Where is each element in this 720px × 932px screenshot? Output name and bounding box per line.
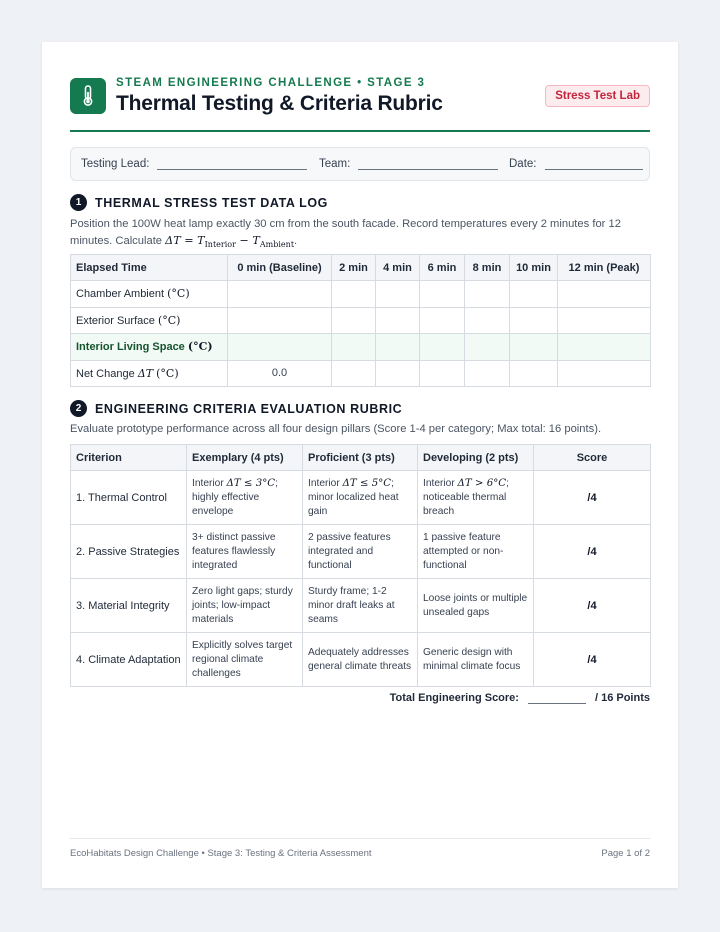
data-cell[interactable] — [510, 281, 558, 308]
table-row — [71, 360, 651, 387]
developing-cell: 1 passive feature attempted or non-functional — [418, 525, 534, 579]
data-log-table — [70, 254, 651, 387]
criterion-cell: 3. Material Integrity — [71, 579, 187, 633]
data-cell[interactable] — [376, 360, 420, 387]
footer-left: EcoHabitats Design Challenge • Stage 3: Testing & Criteria Assessment — [70, 848, 372, 859]
page-number: Page 1 of 2 — [601, 848, 650, 859]
data-cell[interactable] — [376, 307, 420, 334]
section-number: 1 — [70, 194, 87, 211]
column-header: Score — [534, 445, 651, 471]
exemplary-cell: Explicitly solves target regional climate challenges — [187, 633, 303, 687]
column-header: 0 min (Baseline) — [228, 255, 332, 281]
proficient-cell: Adequately addresses general climate threats — [303, 633, 418, 687]
data-cell[interactable] — [420, 360, 465, 387]
data-cell[interactable] — [332, 281, 376, 308]
testing-lead-label: Testing Lead: — [81, 158, 150, 170]
row-label: Exterior Surface (°C) — [71, 307, 228, 334]
total-score-label: Total Engineering Score: — [389, 692, 519, 704]
proficient-cell: Interior ΔT ≤ 5°C; minor localized heat gain — [303, 471, 418, 525]
header-divider — [70, 130, 650, 132]
data-cell[interactable] — [332, 360, 376, 387]
total-score-suffix: / 16 Points — [594, 692, 650, 704]
row-label: Interior Living Space (°C) — [71, 334, 228, 361]
table-row — [71, 525, 651, 579]
date-label: Date: — [509, 158, 537, 170]
footer-divider — [70, 838, 650, 839]
table-row — [71, 471, 651, 525]
logo — [70, 78, 106, 114]
total-score — [390, 692, 650, 704]
testing-lead-input[interactable] — [157, 158, 307, 170]
document-page — [42, 42, 678, 888]
data-cell[interactable] — [510, 307, 558, 334]
column-header: 4 min — [376, 255, 420, 281]
page-title: Thermal Testing & Criteria Rubric — [116, 92, 443, 115]
proficient-cell: Sturdy frame; 1-2 minor draft leaks at seams — [303, 579, 418, 633]
proficient-cell: 2 passive features integrated and functional — [303, 525, 418, 579]
data-cell[interactable] — [465, 307, 510, 334]
data-cell[interactable] — [558, 360, 651, 387]
exemplary-cell: Zero light gaps; sturdy joints; low-impact materials — [187, 579, 303, 633]
data-cell[interactable] — [558, 281, 651, 308]
data-cell[interactable] — [376, 281, 420, 308]
data-cell[interactable] — [465, 334, 510, 361]
data-cell[interactable] — [558, 334, 651, 361]
criterion-cell: 2. Passive Strategies — [71, 525, 187, 579]
column-header: Elapsed Time — [71, 255, 228, 281]
data-cell[interactable] — [332, 307, 376, 334]
team-label: Team: — [319, 158, 351, 170]
data-cell[interactable] — [420, 334, 465, 361]
date-input[interactable] — [545, 158, 643, 170]
table-row — [71, 579, 651, 633]
table-row — [71, 633, 651, 687]
developing-cell: Generic design with minimal climate focus — [418, 633, 534, 687]
data-cell[interactable] — [420, 281, 465, 308]
team-input[interactable] — [358, 158, 498, 170]
table-row — [71, 281, 651, 308]
delta-t-formula: $\Delta T = T_{Interior} - T_{Ambient}$ — [165, 233, 295, 249]
column-header: Developing (2 pts) — [418, 445, 534, 471]
exemplary-cell: Interior ΔT ≤ 3°C; highly effective envelope — [187, 471, 303, 525]
column-header: Criterion — [71, 445, 187, 471]
column-header: 12 min (Peak) — [558, 255, 651, 281]
section-title: THERMAL STRESS TEST DATA LOG — [95, 195, 329, 210]
column-header: 6 min — [420, 255, 465, 281]
score-cell[interactable]: /4 — [534, 525, 651, 579]
column-header: 10 min — [510, 255, 558, 281]
row-label: Chamber Ambient (°C) — [71, 281, 228, 308]
section-2-description: Evaluate prototype performance across all four design pillars (Score 1-4 per category; Max total: 16 points). — [70, 423, 602, 435]
date-field — [509, 158, 643, 170]
section-number: 2 — [70, 400, 87, 417]
page-header — [70, 76, 650, 132]
status-badge: Stress Test Lab — [545, 85, 650, 107]
data-cell[interactable] — [465, 360, 510, 387]
section-title: ENGINEERING CRITERIA EVALUATION RUBRIC — [95, 401, 403, 416]
table-header-row — [71, 445, 651, 471]
challenge-eyebrow: STEAM ENGINEERING CHALLENGE • STAGE 3 — [116, 77, 426, 89]
data-cell[interactable] — [376, 334, 420, 361]
team-field — [319, 158, 498, 170]
data-cell[interactable] — [420, 307, 465, 334]
rubric-table — [70, 444, 651, 687]
exemplary-cell: 3+ distinct passive features flawlessly integrated — [187, 525, 303, 579]
data-cell[interactable] — [558, 307, 651, 334]
score-cell[interactable]: /4 — [534, 579, 651, 633]
score-cell[interactable]: /4 — [534, 633, 651, 687]
table-row — [71, 334, 651, 361]
section-2-heading — [70, 400, 402, 417]
criterion-cell: 1. Thermal Control — [71, 471, 187, 525]
baseline-value: 0.0 — [228, 360, 332, 387]
column-header: 2 min — [332, 255, 376, 281]
table-row — [71, 307, 651, 334]
section-1-heading — [70, 194, 328, 211]
column-header: 8 min — [465, 255, 510, 281]
testing-lead-field — [81, 158, 307, 170]
data-cell[interactable] — [228, 281, 332, 308]
table-header-row — [71, 255, 651, 281]
data-cell[interactable] — [228, 307, 332, 334]
data-cell[interactable] — [510, 334, 558, 361]
description-text: Position the 100W heat lamp exactly 30 cm from the south facade. Record temperatures every 2 minutes for 12 minutes. Calculate — [70, 218, 621, 247]
criterion-cell: 4. Climate Adaptation — [71, 633, 187, 687]
data-cell[interactable] — [510, 360, 558, 387]
data-cell[interactable] — [465, 281, 510, 308]
column-header: Exemplary (4 pts) — [187, 445, 303, 471]
data-cell[interactable] — [332, 334, 376, 361]
developing-cell: Interior ΔT > 6°C; noticeable thermal breach — [418, 471, 534, 525]
developing-cell: Loose joints or multiple unsealed gaps — [418, 579, 534, 633]
score-cell[interactable]: /4 — [534, 471, 651, 525]
section-1-description: Position the 100W heat lamp exactly 30 cm from the south facade. Record temperatures every 2 minutes for 12 minutes. Calculate $\Delta T = T_{Interior} - T_{Ambient}$. — [70, 218, 621, 249]
column-header: Proficient (3 pts) — [303, 445, 418, 471]
row-label: Net Change ΔT (°C) — [71, 360, 228, 387]
thermometer-icon — [79, 85, 97, 107]
data-cell[interactable] — [228, 334, 332, 361]
total-score-input[interactable] — [528, 692, 586, 704]
info-bar — [70, 147, 650, 181]
